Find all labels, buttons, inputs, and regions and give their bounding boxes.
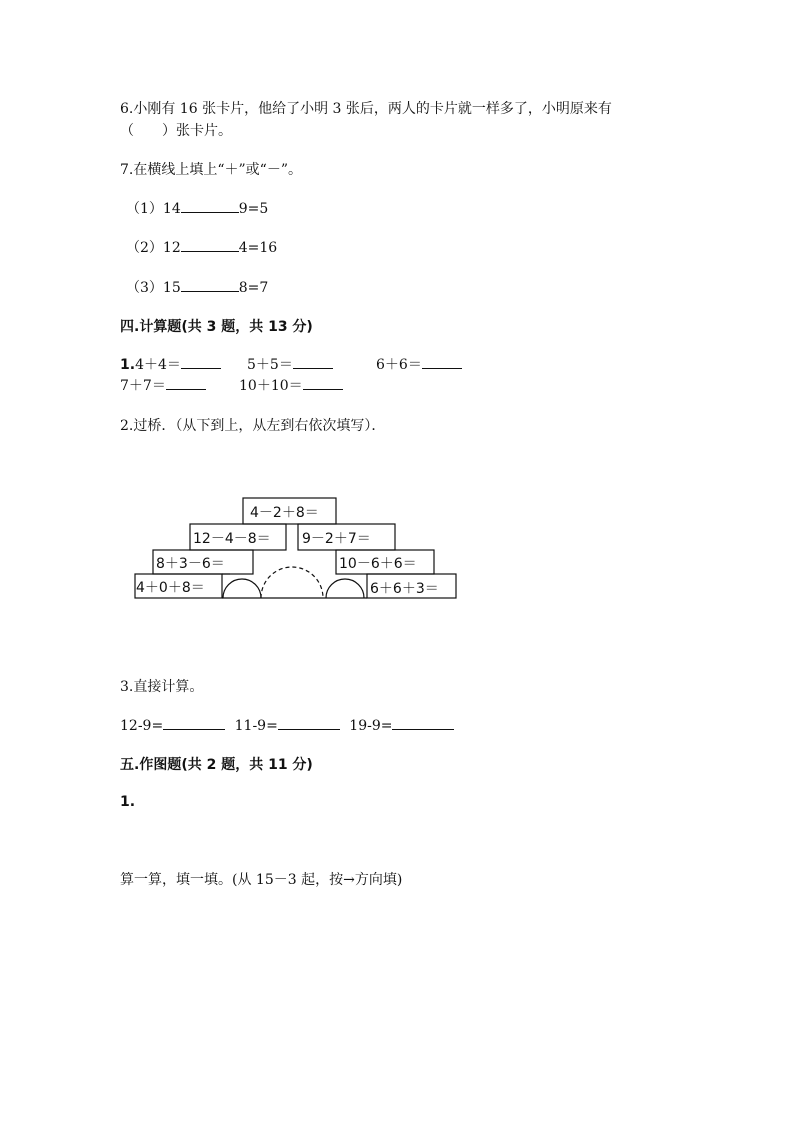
direct-calc-row [120,715,454,734]
section-5-instruction: 算一算，填一填。(从 15－3 起，按→方向填) [120,872,403,888]
section-5-title: 五.作图题(共 2 题，共 11 分) [120,757,313,773]
answer-blank[interactable] [392,715,454,730]
calc-item: 4＋4＝ [135,357,181,373]
question-2-title: 2.过桥．（从下到上，从左到右依次填写）． [120,418,386,434]
item-label: （2）12 [126,240,181,256]
bridge-eq-6: 4＋0＋8＝ [136,580,205,596]
calc-item: 19-9= [349,718,393,734]
item-rest: 8=7 [238,280,269,296]
arch-center [261,567,323,598]
bridge-eq-7: 6＋6＋3＝ [370,581,439,597]
question-6-line1: 6.小刚有 16 张卡片，他给了小明 3 张后，两人的卡片就一样多了，小明原来有 [120,101,612,117]
calc-item: 6＋6＝ [376,357,422,373]
section-4-title: 四.计算题(共 3 题，共 13 分) [120,319,313,335]
item-rest: 4=16 [238,240,278,256]
answer-blank[interactable] [166,375,206,390]
bridge-eq-1: 4－2＋8＝ [250,505,319,521]
answer-blank[interactable] [163,715,225,730]
item-label: （1）14 [126,201,181,217]
calc-item: 11-9= [234,718,278,734]
calc-row-2 [120,375,206,395]
answer-blank[interactable] [278,715,340,730]
question-7-item-2 [126,237,277,257]
calc-item-3 [376,354,462,374]
arch-left [223,579,261,598]
answer-blank[interactable] [181,277,239,292]
calc-item: 5＋5＝ [247,357,293,373]
question-7-title: 7.在横线上填上“＋”或“－”。 [120,162,302,178]
answer-blank[interactable] [422,354,462,369]
bridge-eq-4: 8＋3－6＝ [156,556,225,572]
section-5-question-1: 1. [120,794,136,810]
bridge-eq-5: 10－6＋6＝ [339,556,417,572]
answer-blank[interactable] [181,198,239,213]
answer-blank[interactable] [293,354,333,369]
question-number: 1. [120,357,136,373]
answer-blank[interactable] [181,237,239,252]
answer-blank[interactable] [181,354,221,369]
question-7-item-1 [126,198,268,218]
answer-blank[interactable] [303,375,343,390]
calc-item: 7＋7＝ [120,378,166,394]
bridge-diagram [130,493,460,601]
bridge-eq-3: 9－2＋7＝ [302,531,371,547]
question-6-line2: （ ）张卡片。 [120,123,232,139]
bridge-eq-2: 12－4－8＝ [193,531,271,547]
calc-item: 10＋10＝ [239,378,303,394]
item-rest: 9=5 [238,201,269,217]
arch-right [326,579,364,598]
calc-item-2 [247,354,333,374]
question-3-title: 3.直接计算。 [120,679,204,695]
calc-row-1 [120,354,221,374]
question-7-item-3 [126,277,268,297]
calc-item: 12-9= [120,718,164,734]
calc-item-5 [239,375,343,395]
item-label: （3）15 [126,280,181,296]
